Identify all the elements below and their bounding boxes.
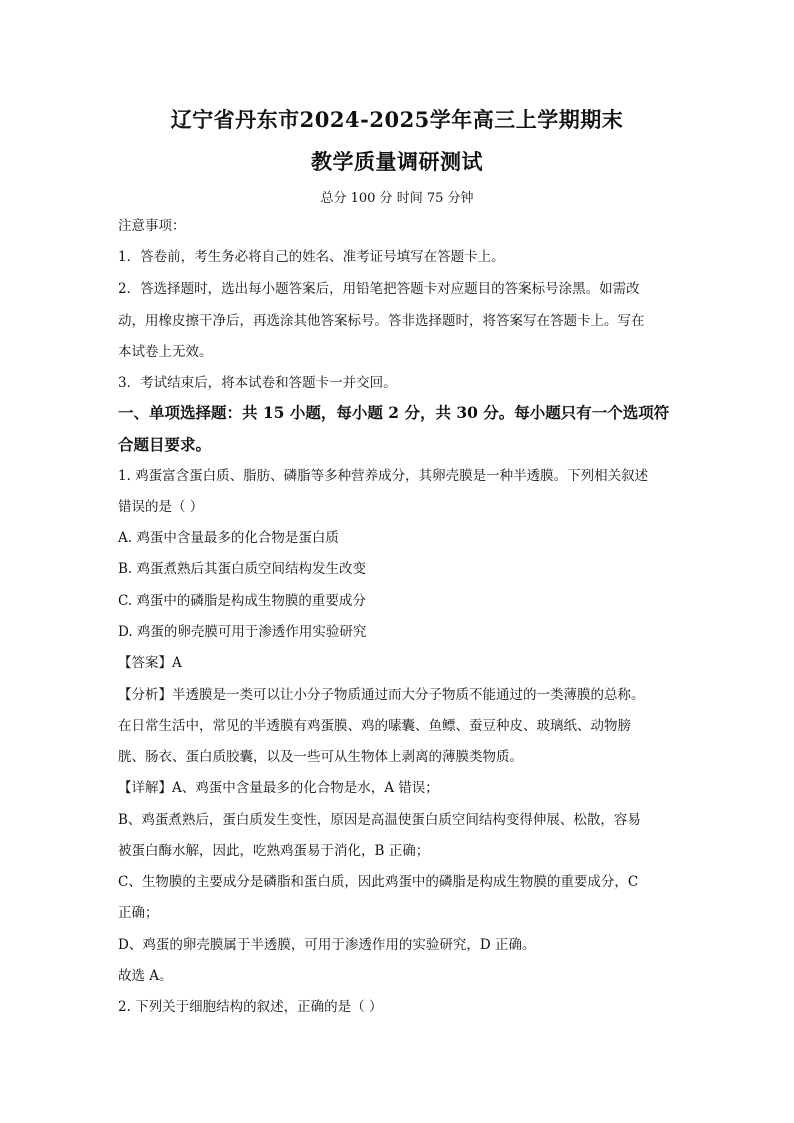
analysis-text-1: 半透膜是一类可以让小分子物质通过而大分子物质不能通过的一类薄膜的总称。 <box>172 687 645 703</box>
answer-value: A <box>172 655 182 671</box>
detail-text-1: A、鸡蛋中含量最多的化合物是水，A 错误； <box>172 780 439 796</box>
analysis-line-1 <box>118 686 645 704</box>
question-2-stem: 2. 下列关于细胞结构的叙述，正确的是（ ） <box>118 999 383 1015</box>
note-1: 1．答卷前，考生务必将自己的姓名、准考证号填写在答题卡上。 <box>118 249 505 265</box>
title-line-2: 教学质量调研测试 <box>311 149 483 174</box>
note-2-line-1: 2．答选择题时，选出每小题答案后，用铅笔把答题卡对应题目的答案标号涂黑。如需改 <box>118 281 640 297</box>
conclusion: 故选 A。 <box>118 968 173 984</box>
note-3: 3．考试结束后，将本试卷和答题卡一并交回。 <box>118 375 397 391</box>
analysis-label: 【分析】 <box>118 687 172 703</box>
detail-line-2: B、鸡蛋煮熟后，蛋白质发生变性，原因是高温使蛋白质空间结构变得伸展、松散，容易 <box>118 812 641 828</box>
notes-heading: 注意事项： <box>118 218 186 234</box>
analysis-line-3: 胱、肠衣、蛋白质胶囊，以及一些可从生物体上剥离的薄膜类物质。 <box>118 749 523 765</box>
detail-line-4: C、生物膜的主要成分是磷脂和蛋白质，因此鸡蛋中的磷脂是构成生物膜的重要成分，C <box>118 874 639 890</box>
section-heading-line-1: 一、单项选择题：共 15 小题，每小题 2 分，共 30 分。每小题只有一个选项符 <box>118 403 670 422</box>
note-2-line-2: 动，用橡皮擦干净后，再选涂其他答案标号。答非选择题时，将答案写在答题卡上。写在 <box>118 313 645 329</box>
answer-line <box>118 654 182 672</box>
analysis-line-2: 在日常生活中，常见的半透膜有鸡蛋膜、鸡的嗉囊、鱼鳔、蚕豆种皮、玻璃纸、动物膀 <box>118 718 631 734</box>
detail-line-1 <box>118 779 439 797</box>
option-b: B. 鸡蛋煮熟后其蛋白质空间结构发生改变 <box>118 561 367 577</box>
note-2-line-3: 本试卷上无效。 <box>118 344 213 360</box>
answer-label: 【答案】 <box>118 655 172 671</box>
detail-label: 【详解】 <box>118 780 172 796</box>
title-line-1: 辽宁省丹东市2024-2025学年高三上学期期末 <box>170 107 624 132</box>
detail-line-3: 被蛋白酶水解，因此，吃熟鸡蛋易于消化，B 正确； <box>118 843 430 859</box>
option-c: C. 鸡蛋中的磷脂是构成生物膜的重要成分 <box>118 593 366 609</box>
question-1-stem-line-1: 1. 鸡蛋富含蛋白质、脂肪、磷脂等多种营养成分，其卵壳膜是一种半透膜。下列相关叙述 <box>118 468 649 484</box>
question-1-stem-line-2: 错误的是（ ） <box>118 499 204 515</box>
option-a: A. 鸡蛋中含量最多的化合物是蛋白质 <box>118 530 339 546</box>
detail-line-5: 正确； <box>118 905 159 921</box>
option-d: D. 鸡蛋的卵壳膜可用于渗透作用实验研究 <box>118 624 367 640</box>
detail-line-6: D、鸡蛋的卵壳膜属于半透膜，可用于渗透作用的实验研究，D 正确。 <box>118 937 536 953</box>
section-heading-line-2: 合题目要求。 <box>118 435 212 454</box>
score-time-info: 总分 100 分 时间 75 分钟 <box>320 191 474 206</box>
